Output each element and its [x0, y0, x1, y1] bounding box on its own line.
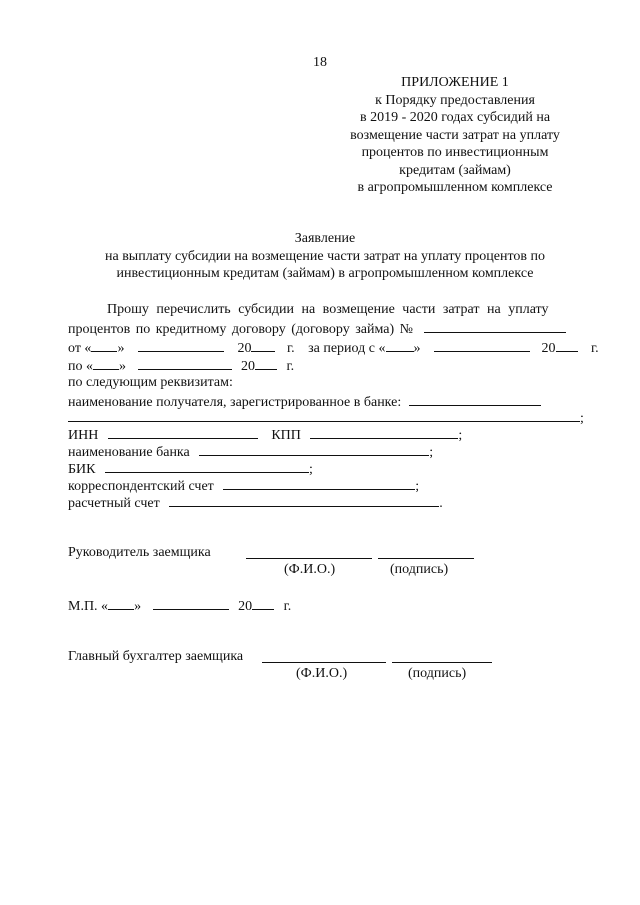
appendix-block	[330, 74, 580, 197]
head-label: Руководитель заемщика	[68, 545, 211, 560]
account-field[interactable]	[169, 493, 439, 507]
head-signature-field[interactable]	[378, 557, 474, 559]
inn-kpp-line: ИНН КПП ;	[68, 425, 462, 444]
accountant-fio-caption: (Ф.И.О.)	[296, 666, 348, 681]
recipient-label: наименование получателя, зарегистрированное в банке:	[68, 395, 402, 410]
appendix-line: в 2019 - 2020 годах субсидий на	[359, 110, 551, 125]
period-end-day-field[interactable]	[93, 356, 119, 370]
bank-name-field[interactable]	[199, 442, 429, 456]
bik-line: БИК ;	[68, 459, 313, 478]
period-year-field[interactable]	[556, 338, 578, 352]
heading-line: инвестиционным кредитам (займам) в агропромышленном комплексе	[116, 266, 534, 281]
page-number: 18	[313, 55, 327, 70]
appendix-line: в агропромышленном комплексе	[357, 180, 553, 195]
head-fio-caption: (Ф.И.О.)	[284, 562, 336, 577]
requisites-label: по следующим реквизитам:	[68, 375, 233, 390]
accountant-signature-field[interactable]	[392, 661, 492, 663]
contract-year-field[interactable]	[251, 338, 275, 352]
recipient-continuation-line: ;	[68, 408, 584, 427]
contract-month-field[interactable]	[138, 338, 224, 352]
kpp-label: КПП	[271, 428, 301, 443]
period-day-field[interactable]	[386, 338, 414, 352]
heading-title: Заявление	[294, 231, 356, 246]
period-end-line: по « » 20 г.	[68, 356, 294, 375]
period-end-month-field[interactable]	[138, 356, 232, 370]
contract-label: процентов по кредитному договору (договору займа) №	[68, 322, 413, 337]
corr-account-line: корреспондентский счет ;	[68, 476, 419, 495]
appendix-line: процентов по инвестиционным	[361, 145, 549, 160]
appendix-line: возмещение части затрат на уплату	[350, 127, 560, 143]
bik-label: БИК	[68, 462, 96, 477]
contract-date-line: от « » 20 г. за период с « » 20 г.	[68, 338, 599, 357]
bank-name-line: наименование банка ;	[68, 442, 433, 461]
stamp-year-field[interactable]	[252, 596, 274, 610]
bik-field[interactable]	[105, 459, 309, 473]
appendix-title: ПРИЛОЖЕНИЕ 1	[401, 75, 509, 90]
stamp-day-field[interactable]	[108, 596, 134, 610]
period-month-field[interactable]	[434, 338, 530, 352]
contract-number-field[interactable]	[424, 319, 566, 333]
stamp-month-field[interactable]	[153, 596, 229, 610]
head-fio-field[interactable]	[246, 557, 372, 559]
contract-day-field[interactable]	[91, 338, 117, 352]
request-text-line1: Прошу перечислить субсидии на возмещение части затрат на уплату	[107, 302, 549, 317]
head-signature-caption: (подпись)	[390, 562, 449, 577]
appendix-line: кредитам (займам)	[399, 162, 511, 178]
account-label: расчетный счет	[68, 496, 160, 511]
application-heading	[40, 230, 610, 283]
period-end-year-field[interactable]	[255, 356, 277, 370]
kpp-field[interactable]	[310, 425, 458, 439]
recipient-field[interactable]	[409, 392, 541, 406]
heading-line: на выплату субсидии на возмещение части затрат на уплату процентов по	[104, 248, 545, 264]
accountant-signature-caption: (подпись)	[408, 666, 467, 681]
appendix-line: к Порядку предоставления	[375, 92, 535, 108]
recipient-field-cont[interactable]	[68, 408, 580, 422]
inn-field[interactable]	[108, 425, 258, 439]
stamp-date-line: М.П. « » 20 г.	[68, 596, 291, 615]
account-line: расчетный счет .	[68, 493, 443, 512]
corr-account-label: корреспондентский счет	[68, 479, 214, 494]
inn-label: ИНН	[68, 428, 99, 443]
accountant-fio-field[interactable]	[262, 661, 386, 663]
bank-name-label: наименование банка	[68, 445, 190, 460]
corr-account-field[interactable]	[223, 476, 415, 490]
chief-accountant-label: Главный бухгалтер заемщика	[68, 649, 244, 664]
request-text-line2	[68, 319, 566, 338]
